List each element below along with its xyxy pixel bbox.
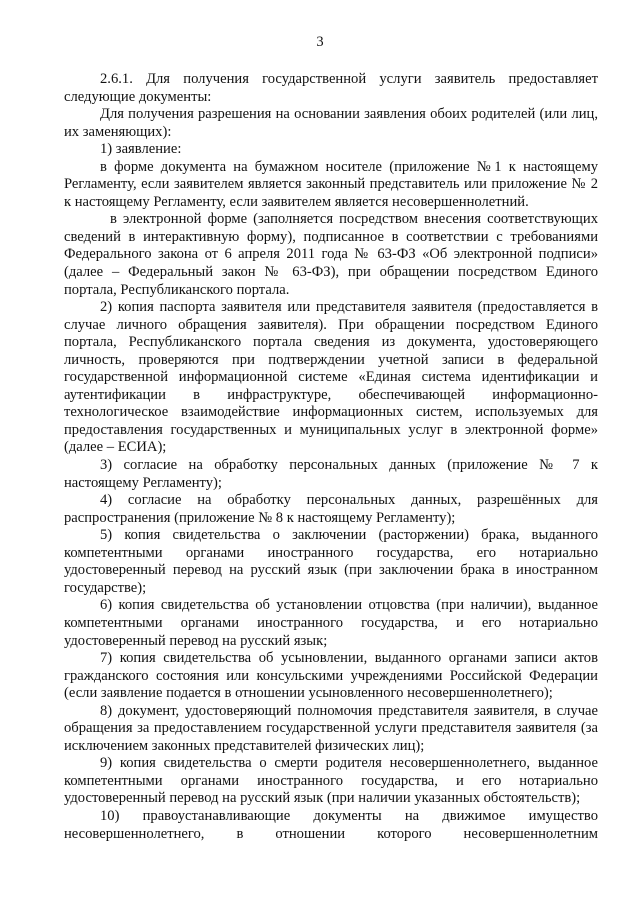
paragraph-paper-form: в форме документа на бумажном носителе (приложение №1 к настоящему Регламенту, если заявителем является законный представитель или приложение № 2 к настоящему Регламенту, если заявителем является несовершеннолетний.	[64, 158, 598, 210]
paragraph-item-10: 10) правоустанавливающие документы на движимое имущество несовершеннолетнего, в отношении которого несовершеннолетним	[64, 807, 598, 842]
paragraph-item-4: 4) согласие на обработку персональных данных, разрешённых для распространения (приложение № 8 к настоящему Регламенту);	[64, 492, 598, 526]
paragraph-item-2: 2) копия паспорта заявителя или представителя заявителя (предоставляется в случае личного обращения заявителя). При обращении посредством Единого портала, Республиканского портала сведения из документа, удостоверяющего личность, проверяются при подтверждении учетной записи в федеральной государственной информационной системе «Единая система идентификации и аутентификации в инфраструктуре, обеспечивающей информационно-технологическое взаимодействие информационных систем, используемых для предоставления государственных и муниципальных услуг в электронной форме» (далее – ЕСИА);	[64, 299, 598, 456]
paragraph-item-5: 5) копия свидетельства о заключении (расторжении) брака, выданного компетентными органами иностранного государства, его нотариально удостоверенный перевод на русский язык (при заключении брака в иностранном государстве);	[64, 527, 598, 596]
paragraph-both-parents: Для получения разрешения на основании заявления обоих родителей (или лиц, их заменяющих):	[64, 106, 598, 140]
paragraph-2-6-1: 2.6.1. Для получения государственной услуги заявитель предоставляет следующие документы:	[64, 71, 598, 105]
paragraph-electronic-form: в электронной форме (заполняется посредством внесения соответствующих сведений в интерактивную форму), подписанное в соответствии с требованиями Федерального закона от 6 апреля 2011 года № 63-ФЗ «Об электронной подписи» (далее – Федеральный закон № 63-ФЗ), при обращении посредством Единого портала, Республиканского портала.	[64, 211, 598, 298]
paragraph-item-9: 9) копия свидетельства о смерти родителя несовершеннолетнего, выданное компетентными органами иностранного государства, и его нотариально удостоверенный перевод на русский язык (при наличии указанных обстоятельств);	[64, 755, 598, 807]
paragraph-item-6: 6) копия свидетельства об установлении отцовства (при наличии), выданное компетентными органами иностранного государства, и его нотариально удостоверенный перевод на русский язык;	[64, 597, 598, 649]
paragraph-item-3: 3) согласие на обработку персональных данных (приложение № 7 к настоящему Регламенту);	[64, 457, 598, 491]
page-number: 3	[316, 34, 324, 50]
paragraph-item-8: 8) документ, удостоверяющий полномочия представителя заявителя, в случае обращения за предоставлением государственной услуги представителя заявителя (за исключением законных представителей физических лиц);	[64, 702, 598, 754]
paragraph-item-7: 7) копия свидетельства об усыновлении, выданного органами записи актов гражданского состояния или консульскими учреждениями Российской Федерации (если заявление подается в отношении усыновленного несовершеннолетнего);	[64, 650, 598, 702]
paragraph-item-1: 1) заявление:	[100, 141, 182, 158]
document-body	[64, 71, 598, 843]
